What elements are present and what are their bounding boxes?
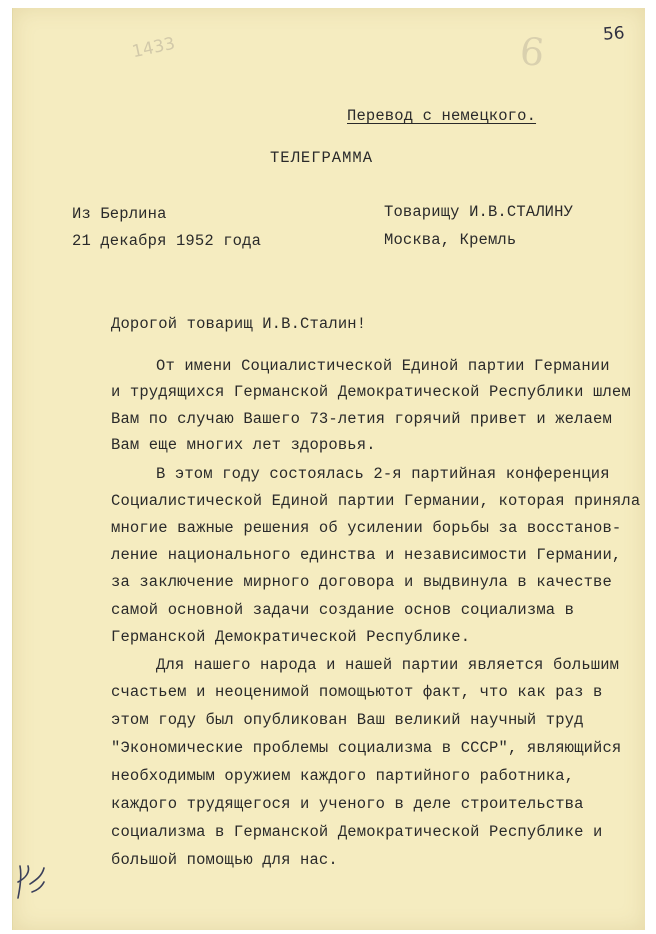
body-line: этом году был опубликован Ваш великий научный труд [111,711,584,729]
recipient-name: Товарищу И.В.СТАЛИНУ [384,203,574,221]
archive-stamp-right: 6 [517,28,547,76]
recipient-address: Москва, Кремль [384,231,517,249]
body-line: и трудящихся Германской Демократической Республики шлем [111,383,631,401]
document-title: ТЕЛЕГРАММА [270,149,374,167]
sender-place: Из Берлина [72,205,167,223]
body-line: большой помощью для нас. [111,851,338,869]
body-line: Вам по случаю Вашего 73-летия горячий привет и желаем [111,410,612,428]
body-line: От имени Социалистической Единой партии Германии [156,357,610,375]
body-line: Социалистической Единой партии Германии, которая приняла [111,492,641,510]
body-line: Для нашего народа и нашей партии является большим [156,656,620,674]
body-line: ление национального единства и независимости Германии, [111,546,622,564]
archive-stamp-left: 1433 [130,33,177,63]
body-line: за заключение мирного договора и выдвинула в качестве [111,573,612,591]
body-line: каждого трудящегося и ученого в деле строительства [111,795,584,813]
page-number: 56 [602,23,626,45]
body-line: Вам еще многих лет здоровья. [111,436,376,454]
body-line: самой основной задачи создание основ социализма в [111,601,575,619]
body-line: необходимым оружием каждого партийного работника, [111,767,575,785]
body-line: "Экономические проблемы социализма в СССР", являющийся [111,739,622,757]
body-line: счастьем и неоценимой помощьютот факт, что как раз в [111,683,603,701]
body-line: социализма в Германской Демократической Республике и [111,823,603,841]
handwritten-margin-mark [14,862,48,902]
body-line: Германской Демократической Республике. [111,628,471,646]
translation-note: Перевод с немецкого. [347,107,537,125]
body-line: многие важные решения об усилении борьбы за восстанов- [111,519,622,537]
body-line: В этом году состоялась 2-я партийная конференция [156,465,610,483]
salutation: Дорогой товарищ И.В.Сталин! [111,315,367,333]
sender-date: 21 декабря 1952 года [72,232,262,250]
